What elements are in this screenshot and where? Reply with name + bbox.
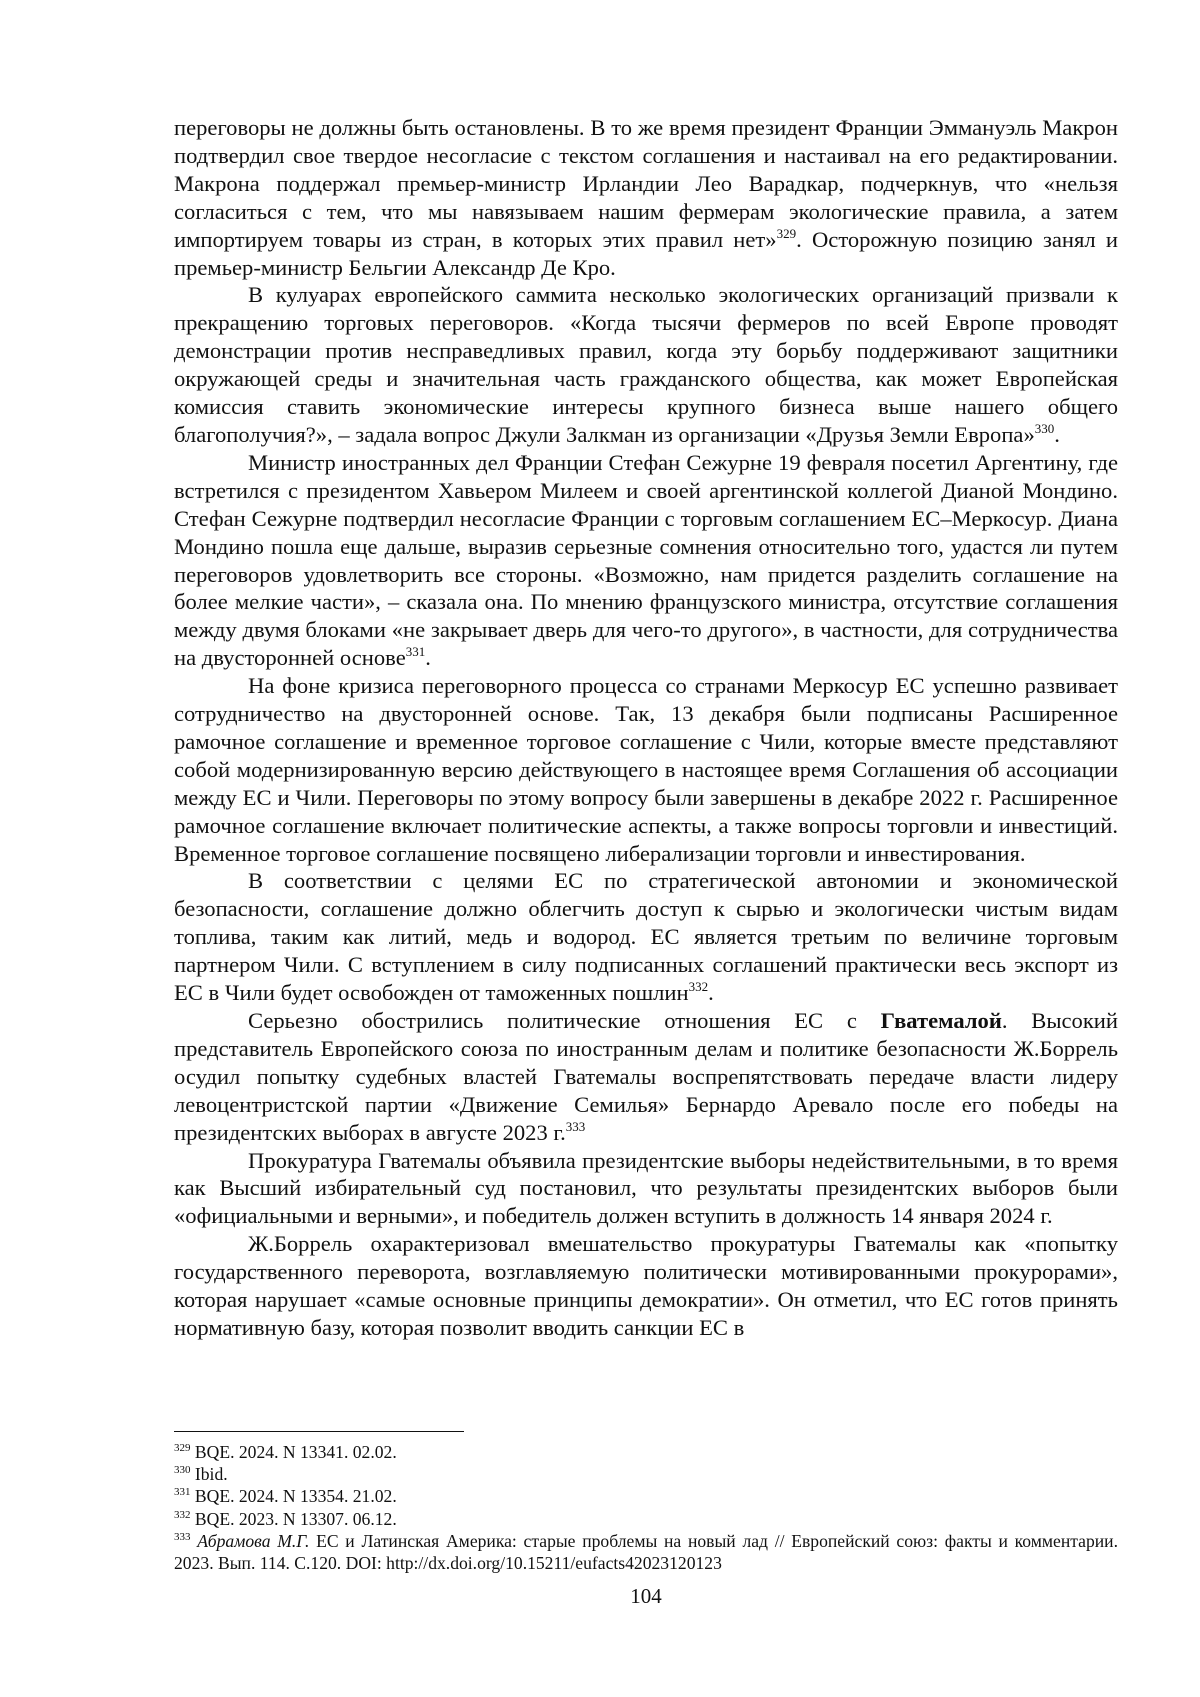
footnote-number: 329 — [174, 1442, 191, 1454]
paragraph — [174, 449, 1118, 672]
footnote — [174, 1485, 1118, 1507]
footnote-ref: 333 — [565, 1118, 586, 1134]
text-run: переговоры не должны быть остановлены. В то же время президент Франции Эммануэль Макрон подтвердил свое твердое несогласие с текстом соглашения и настаивал на его редактировании. Макрона поддержал премьер-министр Ирландии Лео Варадкар, подчеркнув, что «нельзя согласиться с тем, что мы навязываем нашим фермерам экологические правила, а затем импортируем товары из стран, в которых этих правил нет» — [174, 115, 1118, 252]
text-run: Министр иностранных дел Франции Стефан Сежурне 19 февраля посетил Аргентину, где встретился с президентом Хавьером Милеем и своей аргентинской коллегой Дианой Мондино. Стефан Сежурне подтвердил несогласие Франции с торговым соглашением ЕС–Меркосур. Диана Мондино пошла еще дальше, выразив серьезные сомнения относительно того, удастся ли путем переговоров удовлетворить все стороны. «Возможно, нам придется разделить соглашение на более мелкие части», – сказала она. По мнению французского министра, отсутствие соглашения между двумя блоками «не закрывает дверь для чего-то другого», в частности, для сотрудничества на двусторонней основе — [174, 449, 1118, 671]
footnote — [174, 1508, 1118, 1530]
text-run: В кулуарах европейского саммита несколько экологических организаций призвали к прекращению торговых переговоров. «Когда тысячи фермеров по всей Европе проводят демонстрации против несправедливых правил, когда эту борьбу поддерживают защитники окружающей среды и значительная часть гражданского общества, как может Европейская комиссия ставить экономические интересы крупного бизнеса выше нашего общего благополучия?», – задала вопрос Джули Залкман из организации «Друзья Земли Европа» — [174, 282, 1118, 447]
paragraph — [174, 1007, 1118, 1147]
footnote-separator — [174, 1431, 464, 1432]
footnote-number: 332 — [174, 1508, 191, 1521]
paragraph — [174, 114, 1118, 281]
footnotes — [174, 1441, 1118, 1574]
page-number: 104 — [630, 1584, 662, 1608]
footnote-number: 331 — [174, 1486, 191, 1499]
paragraph — [174, 1147, 1118, 1231]
footnote-ref: 332 — [688, 979, 709, 995]
text-run: . — [1054, 421, 1060, 447]
paragraph — [174, 281, 1118, 448]
footnote-ref: 331 — [405, 644, 426, 660]
text-run: . Высокий представитель Европейского союза по иностранным делам и политике безопасности Ж.Боррель осудил попытку судебных властей Гватемалы воспрепятствовать передаче власти лидеру левоцентристской партии «Движение Семилья» Бернардо Аревало после его победы на президентских выборах в августе 2023 г. — [174, 1008, 1118, 1145]
footnote-number: 333 — [174, 1530, 191, 1543]
footnote-ref: 330 — [1034, 420, 1055, 436]
text-run: BQE. 2023. N 13307. 06.12. — [190, 1508, 397, 1529]
text-run: . Осторожную позицию занял и премьер-министр Бельгии Александр Де Кро. — [174, 226, 1118, 280]
text-run: . — [425, 645, 431, 671]
text-run: На фоне кризиса переговорного процесса со странами Меркосур ЕС успешно развивает сотрудничество на двусторонней основе. Так, 13 декабря были подписаны Расширенное рамочное соглашение и временное торговое соглашение с Чили, которые вместе представляют собой модернизированную версию действующего в настоящее время Соглашения об ассоциации между ЕС и Чили. Переговоры по этому вопросу были завершены в декабре 2022 г. Расширенное рамочное соглашение включает политические аспекты, а также вопросы торговли и инвестиций. Временное торговое соглашение посвящено либерализации торговли и инвестирования. — [174, 673, 1118, 866]
text-run: Ibid. — [190, 1464, 228, 1485]
footnote — [174, 1463, 1118, 1485]
text-run: BQE. 2024. N 13341. 02.02. — [190, 1442, 397, 1462]
text-run: Серьезно обострились политические отношения ЕС с — [248, 1008, 881, 1033]
paragraph — [174, 867, 1118, 1007]
footnote — [174, 1530, 1118, 1574]
footnote-number: 330 — [174, 1464, 191, 1477]
text-run: Ж.Боррель охарактеризовал вмешательство прокуратуры Гватемалы как «попытку государственного переворота, возглавляемую политически мотивированными прокурорами», которая нарушает «самые основные принципы демократии». Он отметил, что ЕС готов принять нормативную базу, которая позволит вводить санкции ЕС в — [174, 1231, 1118, 1340]
text-run: BQE. 2024. N 13354. 21.02. — [190, 1486, 397, 1507]
bold-text: Гватемалой — [880, 1008, 1002, 1033]
text-run: ЕС и Латинская Америка: старые проблемы на новый лад // Европейский союз: факты и комментарии. 2023. Вып. 114. С.120. DOI: http://dx.doi.org/10.15211/eufacts42023120123 — [174, 1530, 1118, 1574]
body-text — [174, 114, 1118, 1342]
paragraph — [174, 672, 1118, 867]
text-run: В соответствии с целями ЕС по стратегической автономии и экономической безопасности, соглашение должно облегчить доступ к сырью и экологически чистым видам топлива, таким как литий, медь и водород. ЕС является третьим по величине торговым партнером Чили. С вступлением в силу подписанных соглашений практически весь экспорт из ЕС в Чили будет освобожден от таможенных пошлин — [174, 868, 1118, 1006]
text-run: Прокуратура Гватемалы объявила президентские выборы недействительными, в то время как Высший избирательный суд постановил, что результаты президентских выборов были «официальными и верными», и победитель должен вступить в должность 14 января 2024 г. — [174, 1147, 1118, 1229]
italic-text: Абрамова М.Г. — [197, 1530, 310, 1551]
paragraph — [174, 1230, 1118, 1342]
footnote-ref: 329 — [776, 225, 797, 241]
footnote — [174, 1441, 1118, 1463]
text-run: . — [708, 980, 714, 1006]
